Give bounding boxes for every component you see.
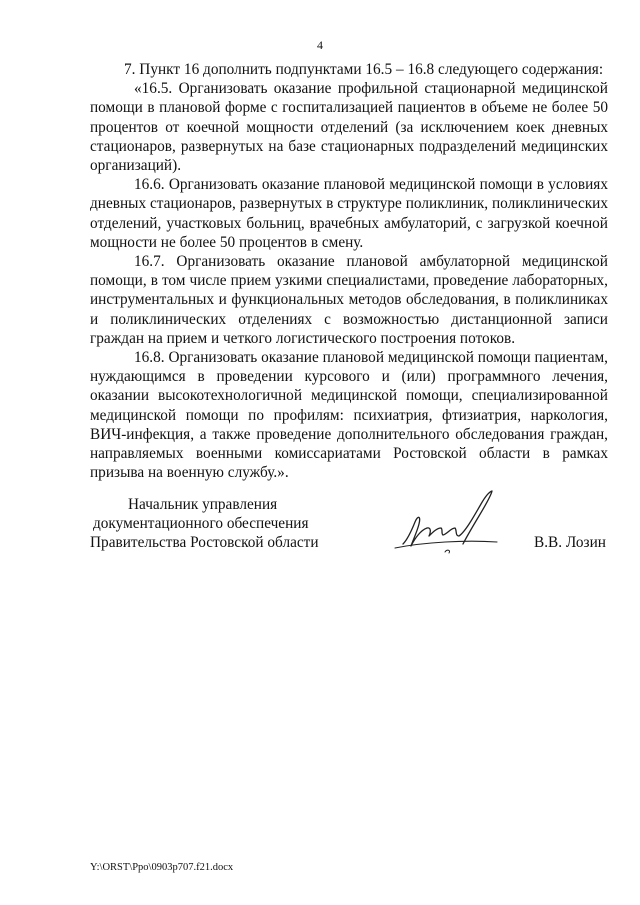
handwritten-signature bbox=[385, 482, 505, 562]
paragraph-16-7: 16.7. Организовать оказание плановой амбулаторной медицинской помощи, в том числе прием узкими специалистами, проведение лабораторных, инструментальных и функциональных методов обследования, в поликлиниках и поликлинических отделениях с возможностью дистанционной записи граждан на прием и четкого логистического построения потоков. bbox=[90, 253, 608, 347]
paragraph-16-8: 16.8. Организовать оказание плановой медицинской помощи пациентам, нуждающимся в проведении курсового и (или) программного лечения, оказании высокотехнологичной медицинской помощи, специализированной медицинской помощи по профилям: психиатрия, фтизиатрия, наркология, ВИЧ-инфекция, а также проведение дополнительного обследования граждан, направляемых военными комиссариатами Ростовской области в рамках призыва на военную службу.». bbox=[90, 349, 608, 482]
signatory-title bbox=[90, 495, 330, 553]
page-number: 4 bbox=[317, 38, 323, 52]
signatory-title-line: документационного обеспечения bbox=[93, 515, 309, 533]
signatory-title-line: Начальник управления bbox=[128, 496, 278, 513]
paragraph-item-7: 7. Пункт 16 дополнить подпунктами 16.5 – 16.8 следующего содержания: bbox=[124, 61, 604, 78]
file-path-footer: Y:\ORST\Ppo\0903p707.f21.docx bbox=[90, 862, 234, 873]
body-text bbox=[90, 60, 608, 482]
paragraph-16-5: «16.5. Организовать оказание профильной стационарной медицинской помощи в плановой форме с госпитализацией пациентов в объеме не более 50 процентов от коечной мощности отделений (за исключением коек дневных стационаров, развернутых на базе стационарных подразделений медицинских организаций). bbox=[90, 80, 608, 175]
paragraph-16-6: 16.6. Организовать оказание плановой медицинской помощи в условиях дневных стационаров, развернутых в структуре поликлиник, поликлинических отделений, участковых больниц, врачебных амбулаторий, с загрузкой коечной мощности не более 50 процентов в смену. bbox=[90, 176, 608, 251]
signatory-name: В.В. Лозин bbox=[534, 534, 606, 551]
signatory-title-line: Правительства Ростовской области bbox=[90, 534, 319, 552]
